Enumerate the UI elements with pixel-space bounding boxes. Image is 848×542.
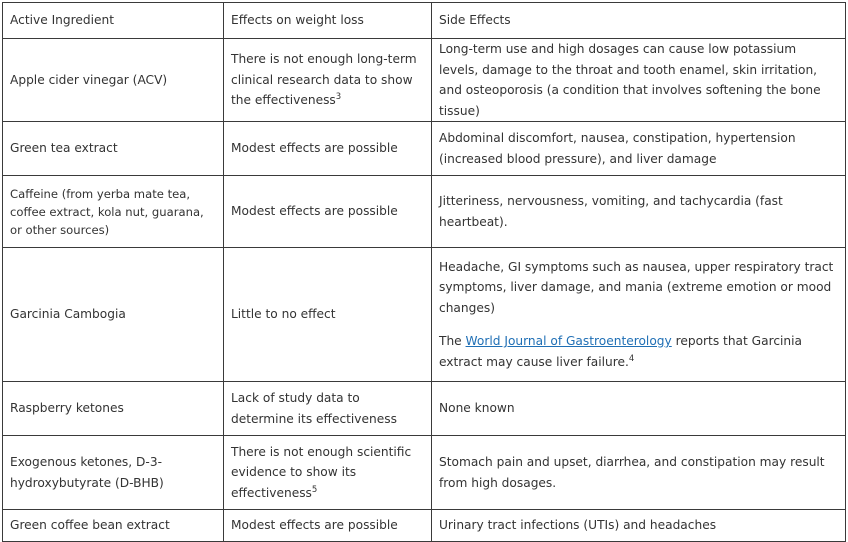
side-effects-cell: Long-term use and high dosages can cause low potassium levels, damage to the throat and tooth enamel, skin irritation, and osteoporosis (a condition that involves softening the bone tissue) [432,39,846,122]
effects-cell [224,436,432,510]
effects-cell: Modest effects are possible [224,176,432,248]
header-side-effects: Side Effects [432,3,846,39]
citation-superscript: 5 [311,484,318,495]
table-header-row [3,3,846,39]
effects-cell: Modest effects are possible [224,122,432,176]
ingredient-cell: Caffeine (from yerba mate tea, coffee extract, kola nut, guarana, or other sources) [3,176,224,248]
ingredient-cell: Exogenous ketones, D-3-hydroxybutyrate (D-BHB) [3,436,224,510]
note-prefix: The [439,334,466,349]
effects-cell: Modest effects are possible [224,510,432,542]
side-effects-cell: None known [432,382,846,436]
effects-cell [224,39,432,122]
citation-superscript: 4 [628,353,635,364]
world-journal-link[interactable]: World Journal of Gastroenterology [465,334,672,349]
side-effects-note [439,331,839,372]
header-active-ingredient: Active Ingredient [3,3,224,39]
side-effects-cell: Abdominal discomfort, nausea, constipation, hypertension (increased blood pressure), and liver damage [432,122,846,176]
side-effects-text: Headache, GI symptoms such as nausea, upper respiratory tract symptoms, liver damage, and mania (extreme emotion or mood changes) [439,259,834,315]
side-effects-cell: Stomach pain and upset, diarrhea, and constipation may result from high dosages. [432,436,846,510]
supplements-table [2,2,846,542]
effects-cell: Little to no effect [224,248,432,382]
effects-text: There is not enough long-term clinical research data to show the effectiveness [231,52,417,108]
table-row [3,510,846,542]
side-effects-cell [432,248,846,382]
header-effects-on-weight-loss: Effects on weight loss [224,3,432,39]
side-effects-cell: Jitteriness, nervousness, vomiting, and tachycardia (fast heartbeat). [432,176,846,248]
ingredient-cell: Garcinia Cambogia [3,248,224,382]
table-row [3,436,846,510]
note-suffix: reports that Garcinia extract may cause liver failure. [439,334,802,369]
table-row [3,248,846,382]
effects-text: There is not enough scientific evidence to show its effectiveness [231,444,412,500]
side-effects-cell: Urinary tract infections (UTIs) and headaches [432,510,846,542]
effects-cell: Lack of study data to determine its effectiveness [224,382,432,436]
table-row [3,39,846,122]
ingredient-cell: Green tea extract [3,122,224,176]
citation-superscript: 3 [335,92,342,103]
ingredient-cell: Green coffee bean extract [3,510,224,542]
ingredient-cell: Raspberry ketones [3,382,224,436]
table-row [3,176,846,248]
table-row [3,382,846,436]
table-row [3,122,846,176]
ingredient-cell: Apple cider vinegar (ACV) [3,39,224,122]
